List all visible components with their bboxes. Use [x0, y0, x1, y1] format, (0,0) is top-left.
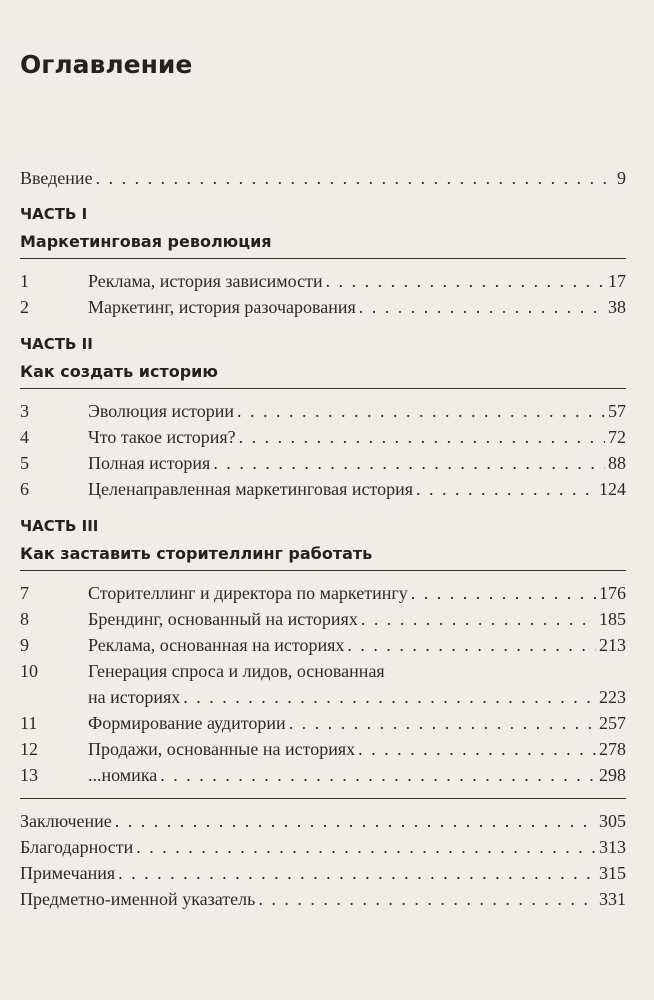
divider [20, 570, 626, 571]
divider [20, 798, 626, 799]
entry-page: 124 [599, 479, 626, 499]
toc-entry-chapter [20, 762, 626, 788]
entry-page: 315 [599, 863, 626, 883]
dot-leader [160, 762, 596, 788]
entry-page: 298 [599, 765, 626, 785]
dot-leader [96, 165, 614, 191]
entry-title: Предметно-именной указатель [20, 889, 256, 909]
toc-entry-chapter [20, 710, 626, 736]
toc-entry-back-matter [20, 808, 626, 834]
chapter-number: 10 [20, 661, 38, 681]
toc-entry-chapter [20, 294, 626, 320]
toc-entry-chapter [20, 450, 626, 476]
chapter-number: 4 [20, 427, 29, 447]
part-label: ЧАСТЬ II [20, 335, 93, 353]
entry-page: 257 [599, 713, 626, 733]
entry-page: 88 [608, 453, 626, 473]
dot-leader [237, 398, 605, 424]
entry-title: Введение [20, 168, 93, 188]
entry-title: Генерация спроса и лидов, основанная [88, 661, 385, 681]
part-title: Маркетинговая революция [20, 232, 272, 251]
part-title: Как создать историю [20, 362, 218, 381]
dot-leader [213, 450, 605, 476]
dot-leader [136, 834, 596, 860]
chapter-number: 7 [20, 583, 29, 603]
toc-entry-intro [20, 165, 626, 191]
toc-entry-back-matter [20, 860, 626, 886]
toc-entry-back-matter [20, 834, 626, 860]
chapter-number: 6 [20, 479, 29, 499]
entry-title: Формирование аудитории [88, 713, 286, 733]
part-label: ЧАСТЬ I [20, 205, 88, 223]
toc-entry-chapter [20, 424, 626, 450]
entry-title: Маркетинг, история разочарования [88, 297, 356, 317]
entry-title: Что такое история? [88, 427, 236, 447]
entry-title: Сторителлинг и директора по маркетингу [88, 583, 408, 603]
part-label: ЧАСТЬ III [20, 517, 99, 535]
dot-leader [289, 710, 596, 736]
part-title: Как заставить сторителлинг работать [20, 544, 373, 563]
entry-page: 72 [608, 427, 626, 447]
toc-entry-chapter [20, 268, 626, 294]
dot-leader [115, 808, 596, 834]
entry-page: 331 [599, 889, 626, 909]
chapter-number: 5 [20, 453, 29, 473]
toc-entry-chapter [20, 580, 626, 606]
entry-page: 57 [608, 401, 626, 421]
entry-title-continued: на историях [88, 687, 181, 707]
entry-title: Примечания [20, 863, 116, 883]
toc-entry-chapter [20, 476, 626, 502]
dot-leader [347, 632, 596, 658]
entry-page: 223 [599, 687, 626, 707]
dot-leader [411, 580, 596, 606]
entry-page: 17 [608, 271, 626, 291]
toc-entry-chapter [20, 632, 626, 658]
toc-entry-chapter-continued [20, 684, 626, 710]
dot-leader [326, 268, 605, 294]
dot-leader [183, 684, 596, 710]
dot-leader [359, 294, 605, 320]
entry-title: Полная история [88, 453, 211, 473]
dot-leader [258, 886, 596, 912]
toc-entry-chapter [20, 398, 626, 424]
dot-leader [361, 606, 596, 632]
entry-page: 278 [599, 739, 626, 759]
entry-title: ...номика [88, 765, 158, 785]
dot-leader [118, 860, 596, 886]
divider [20, 388, 626, 389]
entry-title: Продажи, основанные на историях [88, 739, 356, 759]
entry-page: 9 [617, 168, 626, 188]
toc-entry-chapter [20, 658, 626, 684]
chapter-number: 9 [20, 635, 29, 655]
entry-title: Реклама, история зависимости [88, 271, 323, 291]
toc-entry-back-matter [20, 886, 626, 912]
entry-title: Эволюция истории [88, 401, 235, 421]
entry-page: 305 [599, 811, 626, 831]
entry-page: 185 [599, 609, 626, 629]
entry-title: Благодарности [20, 837, 134, 857]
chapter-number: 12 [20, 739, 38, 759]
entry-page: 213 [599, 635, 626, 655]
dot-leader [358, 736, 596, 762]
page-title: Оглавление [20, 50, 193, 79]
chapter-number: 11 [20, 713, 38, 733]
entry-title: Брендинг, основанный на историях [88, 609, 358, 629]
entry-page: 38 [608, 297, 626, 317]
entry-title: Заключение [20, 811, 112, 831]
chapter-number: 1 [20, 271, 29, 291]
chapter-number: 13 [20, 765, 38, 785]
entry-page: 313 [599, 837, 626, 857]
toc-entry-chapter [20, 606, 626, 632]
chapter-number: 2 [20, 297, 29, 317]
divider [20, 258, 626, 259]
chapter-number: 3 [20, 401, 29, 421]
entry-title: Целенаправленная маркетинговая история [88, 479, 414, 499]
entry-title: Реклама, основанная на историях [88, 635, 345, 655]
toc-entry-chapter [20, 736, 626, 762]
dot-leader [239, 424, 605, 450]
dot-leader [416, 476, 596, 502]
entry-page: 176 [599, 583, 626, 603]
chapter-number: 8 [20, 609, 29, 629]
